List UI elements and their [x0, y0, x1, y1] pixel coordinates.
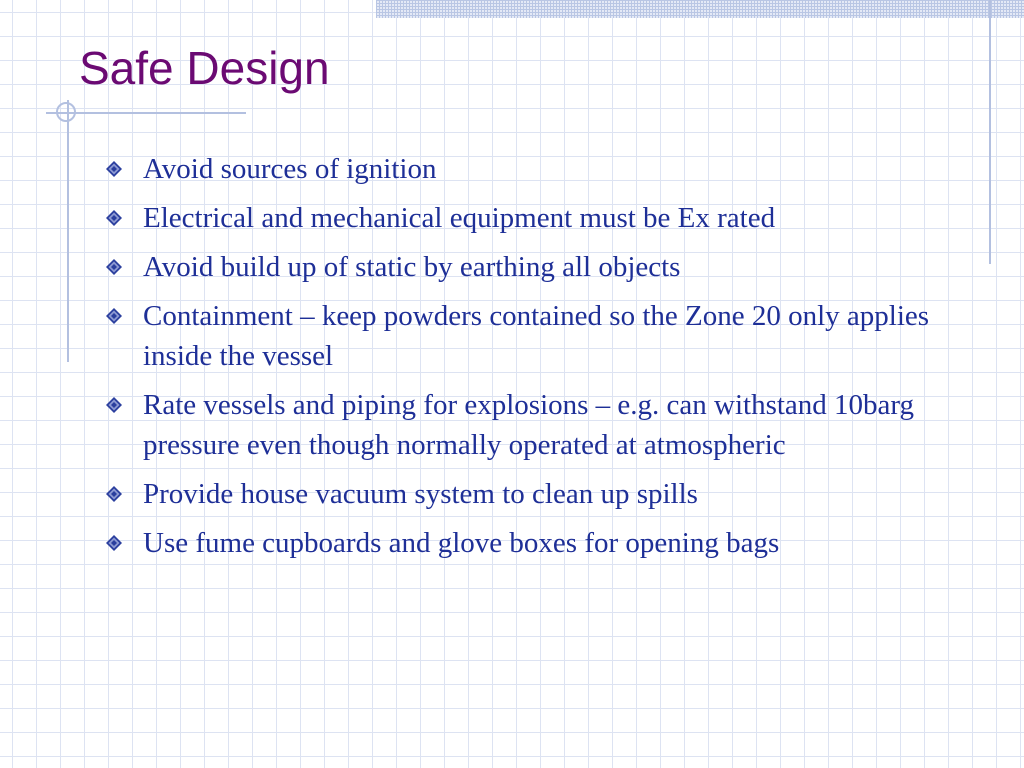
bullet-text: Avoid build up of static by earthing all objects: [143, 251, 681, 283]
diamond-bullet-icon: [106, 397, 122, 413]
diamond-bullet-icon: [106, 210, 122, 226]
bullet-text: Provide house vacuum system to clean up spills: [143, 478, 698, 510]
bullet-item: [106, 247, 966, 287]
bullet-item: [106, 296, 966, 376]
bullet-text: Use fume cupboards and glove boxes for opening bags: [143, 527, 780, 559]
bullet-text: Avoid sources of ignition: [143, 153, 437, 185]
bullet-item: [106, 149, 966, 189]
decorative-right-rule: [989, 0, 991, 264]
decorative-title-rule: [46, 112, 246, 114]
diamond-bullet-icon: [106, 161, 122, 177]
bullet-item: [106, 385, 966, 465]
bullet-text: Rate vessels and piping for explosions – e.g. can withstand 10barg pressure even though normally operated at atmospheric: [143, 389, 915, 461]
diamond-bullet-icon: [106, 259, 122, 275]
decorative-top-band: [376, 0, 1024, 18]
diamond-bullet-icon: [106, 486, 122, 502]
crosshair-circle-icon: [56, 102, 76, 122]
bullet-list: [106, 149, 966, 572]
bullet-item: [106, 523, 966, 563]
bullet-item: [106, 474, 966, 514]
diamond-bullet-icon: [106, 535, 122, 551]
bullet-item: [106, 198, 966, 238]
decorative-left-rule: [67, 100, 69, 362]
slide-title: Safe Design: [79, 42, 330, 94]
bullet-text: Containment – keep powders contained so the Zone 20 only applies inside the vessel: [143, 300, 930, 372]
diamond-bullet-icon: [106, 308, 122, 324]
bullet-text: Electrical and mechanical equipment must be Ex rated: [143, 202, 776, 234]
